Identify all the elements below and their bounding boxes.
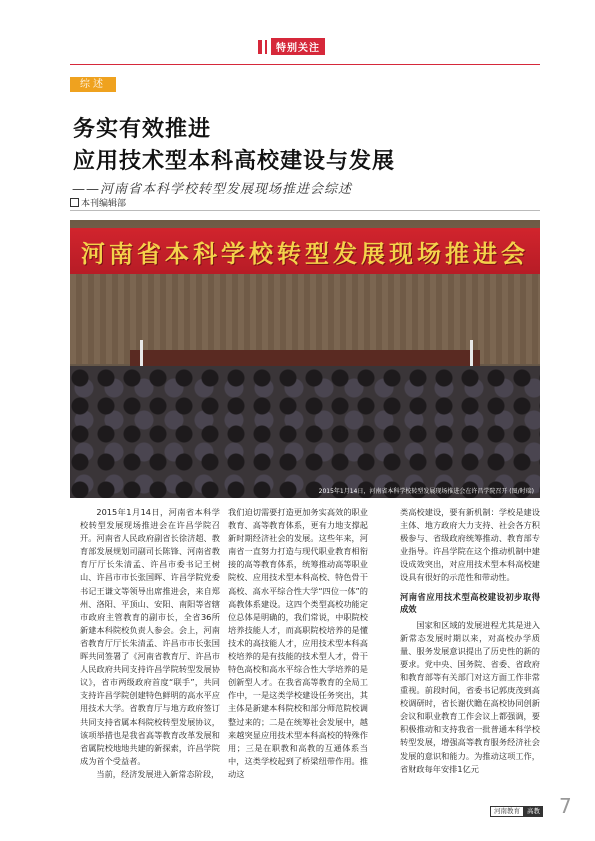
body-column-1: [80, 506, 220, 781]
square-icon: [70, 198, 79, 207]
section-tag: 综述: [70, 77, 116, 92]
audience: [70, 366, 540, 498]
section-heading: 河南省应用技术型高校建设初步取得成效: [400, 591, 540, 614]
conference-photo: [70, 220, 540, 498]
paragraph: 国家和区域的发展进程尤其是进入新常态发展时期以来，对高校办学质量、服务发展意识提出了历史性的新的要求。党中央、国务院、省委、省政府和教育部等有关部门对这方面工作非常重视。前段时间，省委书记郭庚茂到高校调研时，省长谢伏瞻在高校协同创新会议和职业教育工作会议上都强调，要积极推动和支持我省一批普通本科学校转型发展，增强高等教育服务经济社会发展的意识和能力。为推动这项工作，省财政每年安排1亿元: [400, 619, 540, 774]
journal-edition: 高教: [524, 806, 543, 817]
body-column-3: [400, 506, 540, 776]
header-rule: [70, 64, 540, 65]
article-title-line2: 应用技术型本科高校建设与发展: [73, 149, 396, 174]
column-tag-label: 特别关注: [271, 38, 325, 55]
article-subtitle: ——河南省本科学校转型发展现场推进会综述: [72, 182, 353, 197]
title-rule: [70, 210, 540, 211]
photo-caption: 2015年1月14日，河南省本科学校转型发展现场推进会在许昌学院召开 (图/时瑞): [318, 488, 534, 495]
column-tag: [258, 38, 325, 55]
conference-banner: [70, 228, 540, 274]
author-line: [70, 196, 126, 209]
page-number: 7: [559, 794, 572, 818]
tag-bar-icon: [258, 40, 262, 54]
paragraph: 我们迫切需要打造更加务实高效的职业教育、高等教育体系，更有力地支撑起新时期经济社会的发展。这些年来，河南省一直努力打造与现代职业教育相衔接的高等教育体系，统筹推动高等职业院校、应用技术型本科高校、特色骨干高校、高水平综合性大学“四位一体”的高教体系建设。这四个类型高校功能定位总体是明确的，我们常说，中职院校培养技能人才，而高职院校培养的是懂技术的高技能人才，应用技术型本科高校培养的是有技能的技术型人才，骨干特色高校和高水平综合性大学培养的是创新型人才。在我省高等教育的全局工作中，一是这类学校建设任务突出，其主体是新建本科院校和部分师范院校调整过来的；二是在统筹社会发展中，越来越突显应用技术型本科高校的特殊作用；三是在职教和高教的互通体系当中，这类学校起到了桥梁纽带作用。推动这: [228, 507, 368, 779]
article-title-line1: 务实有效推进: [73, 117, 212, 142]
stage-table: [130, 350, 480, 366]
journal-name: 河南教育: [490, 806, 524, 817]
journal-tag: [490, 806, 543, 817]
tag-bar-thin-icon: [265, 40, 267, 54]
author-name: 本刊编辑部: [81, 199, 127, 209]
banner-text: 河南省本科学校转型发展现场推进会: [81, 240, 529, 268]
paragraph: 2015年1月14日，河南省本科学校转型发展现场推进会在许昌学院召开。河南省人民政府副省长徐济超、教育部发展规划司副司长陈锋、河南省教育厅厅长朱清孟、许昌市委书记王树山、许昌市市长张国晖、许昌学院党委书记王谦文等领导出席推进会，来自郑州、洛阳、平顶山、安阳、南阳等省辖市政府主管教育的副市长，全省36所新建本科院校负责人参会。会上，河南省教育厅厅长朱清孟、许昌市市长张国晖共同签署了《河南省教育厅、许昌市人民政府共同支持许昌学院转型发展协议》，省市两级政府首度“联手”，共同支持许昌学院创建特色鲜明的高水平应用技术大学。省教育厅与地方政府签订共同支持省属本科院校转型发展协议，该项举措也是我省高等教育改革发展和省属院校地地共建的新探索，许昌学院成为首个受益者。: [80, 507, 220, 766]
body-column-2: [228, 506, 368, 781]
paragraph: 类高校建设，要有新机制：学校是建设主体、地方政府大力支持、社会各方积极参与、省级政府统筹推动、教育部专业指导。许昌学院在这个推动机制中建设成效突出，对应用技术型本科高校建设具有很好的示范性和带动性。: [400, 507, 540, 583]
paragraph: 当前，经济发展进入新常态阶段，: [96, 768, 220, 779]
